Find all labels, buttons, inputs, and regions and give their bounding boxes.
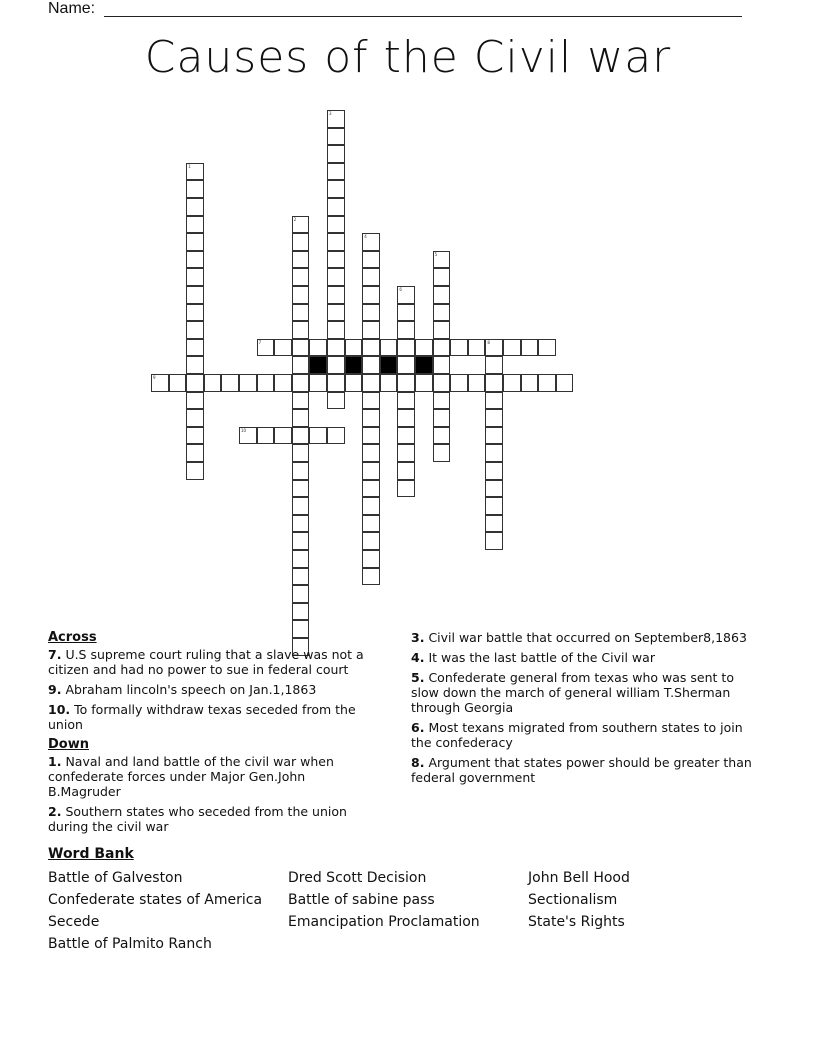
word-bank-item: John Bell Hood (528, 870, 630, 886)
crossword-block (309, 356, 327, 374)
crossword-cell[interactable] (362, 304, 380, 322)
crossword-cell[interactable] (292, 356, 310, 374)
crossword-cell[interactable] (169, 374, 187, 392)
crossword-cell[interactable] (186, 356, 204, 374)
crossword-cell[interactable] (327, 128, 345, 146)
crossword-cell[interactable] (485, 497, 503, 515)
clue-number: 8 (487, 339, 490, 345)
clue-down-2: 2. Southern states who seceded from the union during the civil war (48, 804, 347, 834)
crossword-cell[interactable] (397, 356, 415, 374)
clue-down-4: 4. It was the last battle of the Civil war (411, 650, 655, 665)
crossword-cell[interactable] (397, 409, 415, 427)
crossword-cell[interactable] (327, 286, 345, 304)
crossword-cell[interactable] (503, 374, 521, 392)
clue-down-8: 8. Argument that states power should be greater than federal government (411, 755, 752, 785)
crossword-cell[interactable] (309, 339, 327, 357)
crossword-cell[interactable] (327, 216, 345, 234)
crossword-cell[interactable] (292, 480, 310, 498)
clue-number: 5 (434, 251, 438, 257)
crossword-cell[interactable] (186, 321, 204, 339)
crossword-cell[interactable] (433, 251, 451, 269)
crossword-cell[interactable] (292, 427, 310, 445)
crossword-cell[interactable] (274, 339, 292, 357)
crossword-cell[interactable] (239, 374, 257, 392)
crossword-cell[interactable] (485, 515, 503, 533)
crossword-cell[interactable] (468, 374, 486, 392)
crossword-cell[interactable] (186, 374, 204, 392)
crossword-cell[interactable] (292, 233, 310, 251)
word-bank-item: Confederate states of America (48, 892, 263, 908)
crossword-cell[interactable] (257, 374, 275, 392)
crossword-cell[interactable] (433, 409, 451, 427)
crossword-cell[interactable] (345, 374, 363, 392)
crossword-cell[interactable] (186, 427, 204, 445)
name-label: Name: (48, 0, 96, 17)
crossword-cell[interactable] (186, 216, 204, 234)
crossword-cell[interactable] (292, 568, 310, 586)
crossword-cell[interactable] (239, 427, 257, 445)
crossword-cell[interactable] (327, 374, 345, 392)
crossword-cell[interactable] (292, 286, 310, 304)
crossword-cell[interactable] (397, 286, 415, 304)
clue-number: 2 (293, 216, 297, 222)
crossword-cell[interactable] (327, 304, 345, 322)
crossword-cell[interactable] (362, 480, 380, 498)
crossword-cell[interactable] (327, 145, 345, 163)
crossword-cell[interactable] (186, 339, 204, 357)
crossword-cell[interactable] (327, 251, 345, 269)
crossword-cell[interactable] (292, 497, 310, 515)
crossword-block (415, 356, 433, 374)
word-bank-item: Emancipation Proclamation (288, 914, 480, 930)
clue-down-5: 5. Confederate general from texas who was sent to slow down the march of general william T.Sherman through Georgia (411, 670, 734, 715)
crossword-cell[interactable] (485, 392, 503, 410)
crossword-cell[interactable] (292, 585, 310, 603)
crossword-cell[interactable] (362, 532, 380, 550)
clue-down-3: 3. Civil war battle that occurred on September8,1863 (411, 630, 747, 645)
clue-number: 9 (153, 375, 156, 380)
crossword-cell[interactable] (433, 444, 451, 462)
crossword-cell[interactable] (204, 374, 222, 392)
crossword-block (380, 356, 398, 374)
word-bank-item: Battle of Galveston (48, 870, 183, 886)
crossword-cell[interactable] (485, 339, 503, 357)
crossword-cell[interactable] (503, 339, 521, 357)
crossword-cell[interactable] (327, 110, 345, 128)
crossword-cell[interactable] (485, 532, 503, 550)
word-bank-item: Battle of sabine pass (288, 892, 435, 908)
crossword-cell[interactable] (485, 409, 503, 427)
crossword-cell[interactable] (362, 374, 380, 392)
crossword-cell[interactable] (292, 304, 310, 322)
name-input-line[interactable] (104, 16, 742, 17)
crossword-cell[interactable] (362, 321, 380, 339)
crossword-cell[interactable] (257, 427, 275, 445)
crossword-cell[interactable] (327, 198, 345, 216)
crossword-cell[interactable] (186, 180, 204, 198)
crossword-cell[interactable] (186, 444, 204, 462)
crossword-cell[interactable] (186, 286, 204, 304)
clue-number: 4 (364, 234, 367, 240)
crossword-cell[interactable] (292, 251, 310, 269)
crossword-cell[interactable] (433, 356, 451, 374)
crossword-cell[interactable] (415, 374, 433, 392)
crossword-cell[interactable] (485, 462, 503, 480)
crossword-cell[interactable] (292, 268, 310, 286)
crossword-cell[interactable] (186, 268, 204, 286)
crossword-cell[interactable] (362, 392, 380, 410)
crossword-cell[interactable] (292, 339, 310, 357)
crossword-cell[interactable] (538, 374, 556, 392)
crossword-cell[interactable] (327, 356, 345, 374)
clue-down-1: 1. Naval and land battle of the civil war when confederate forces under Major Gen.John B.Magruder (48, 754, 334, 799)
crossword-cell[interactable] (362, 427, 380, 445)
crossword-cell[interactable] (292, 603, 310, 621)
crossword-cell[interactable] (485, 427, 503, 445)
crossword-cell[interactable] (327, 180, 345, 198)
crossword-cell[interactable] (186, 163, 204, 181)
crossword-cell[interactable] (292, 216, 310, 234)
word-bank-item: Sectionalism (528, 892, 618, 908)
crossword-cell[interactable] (327, 427, 345, 445)
crossword-cell[interactable] (397, 321, 415, 339)
crossword-cell[interactable] (221, 374, 239, 392)
crossword-cell[interactable] (362, 409, 380, 427)
crossword-cell[interactable] (433, 304, 451, 322)
crossword-cell[interactable] (397, 374, 415, 392)
clue-number: 7 (258, 339, 262, 345)
crossword-cell[interactable] (151, 374, 169, 392)
crossword-cell[interactable] (327, 163, 345, 181)
clue-across-10: 10. To formally withdraw texas seceded from the union (48, 702, 356, 732)
crossword-cell[interactable] (292, 409, 310, 427)
crossword-cell[interactable] (292, 462, 310, 480)
crossword-cell[interactable] (327, 268, 345, 286)
clue-number: 1 (188, 163, 191, 169)
crossword-cell[interactable] (327, 233, 345, 251)
crossword-cell[interactable] (186, 462, 204, 480)
crossword-cell[interactable] (485, 444, 503, 462)
crossword-cell[interactable] (433, 427, 451, 445)
crossword-cell[interactable] (362, 268, 380, 286)
crossword-cell[interactable] (292, 321, 310, 339)
crossword-cell[interactable] (415, 339, 433, 357)
crossword-cell[interactable] (345, 339, 363, 357)
crossword-cell[interactable] (292, 515, 310, 533)
crossword-cell[interactable] (362, 251, 380, 269)
crossword-cell[interactable] (397, 339, 415, 357)
crossword-cell[interactable] (186, 392, 204, 410)
crossword-cell[interactable] (362, 462, 380, 480)
clue-across-7: 7. U.S supreme court ruling that a slave was not a citizen and had no power to sue in federal court (48, 647, 364, 677)
crossword-cell[interactable] (485, 374, 503, 392)
crossword-cell[interactable] (521, 374, 539, 392)
crossword-cell[interactable] (362, 286, 380, 304)
crossword-cell[interactable] (292, 392, 310, 410)
crossword-cell[interactable] (397, 480, 415, 498)
crossword-cell[interactable] (468, 339, 486, 357)
clue-number: 6 (399, 287, 402, 292)
crossword-cell[interactable] (274, 427, 292, 445)
word-bank-item: Dred Scott Decision (288, 870, 427, 886)
clue-number: 10 (241, 427, 247, 433)
crossword-cell[interactable] (556, 374, 574, 392)
crossword-cell[interactable] (186, 304, 204, 322)
crossword-cell[interactable] (433, 321, 451, 339)
clue-number: 3 (329, 111, 332, 116)
crossword-cell[interactable] (362, 339, 380, 357)
crossword-cell[interactable] (327, 392, 345, 410)
crossword-cell[interactable] (292, 532, 310, 550)
crossword-cell[interactable] (292, 550, 310, 568)
crossword-cell[interactable] (327, 339, 345, 357)
clue-down-6: 6. Most texans migrated from southern states to join the confederacy (411, 720, 743, 750)
crossword-cell[interactable] (521, 339, 539, 357)
clue-across-9: 9. Abraham lincoln's speech on Jan.1,1863 (48, 682, 317, 697)
crossword-cell[interactable] (274, 374, 292, 392)
crossword-cell[interactable] (450, 339, 468, 357)
crossword-cell[interactable] (362, 356, 380, 374)
crossword-cell[interactable] (397, 462, 415, 480)
crossword-cell[interactable] (397, 304, 415, 322)
crossword-cell[interactable] (362, 568, 380, 586)
crossword-cell[interactable] (380, 339, 398, 357)
crossword-cell[interactable] (257, 339, 275, 357)
down-header: Down (48, 737, 89, 752)
crossword-cell[interactable] (362, 550, 380, 568)
word-bank-item: State's Rights (528, 914, 625, 930)
across-header: Across (48, 630, 97, 645)
crossword-cell[interactable] (362, 497, 380, 515)
word-bank-title: Word Bank (48, 846, 134, 862)
crossword-cell[interactable] (433, 268, 451, 286)
crossword-cell[interactable] (292, 374, 310, 392)
crossword-block (345, 356, 363, 374)
crossword-cell[interactable] (485, 480, 503, 498)
crossword-cell[interactable] (292, 444, 310, 462)
crossword-cell[interactable] (433, 339, 451, 357)
crossword-cell[interactable] (380, 374, 398, 392)
clues-right (411, 630, 756, 790)
crossword-cell[interactable] (327, 321, 345, 339)
crossword-cell[interactable] (433, 286, 451, 304)
crossword-cell[interactable] (362, 233, 380, 251)
crossword-cell[interactable] (186, 251, 204, 269)
crossword-cell[interactable] (186, 409, 204, 427)
crossword-cell[interactable] (397, 392, 415, 410)
crossword-cell[interactable] (397, 444, 415, 462)
crossword-cell[interactable] (186, 198, 204, 216)
word-bank-item: Battle of Palmito Ranch (48, 936, 212, 952)
word-bank-item: Secede (48, 914, 100, 930)
crossword-cell[interactable] (433, 374, 451, 392)
crossword-cell[interactable] (433, 392, 451, 410)
crossword-cell[interactable] (186, 233, 204, 251)
crossword-cell[interactable] (362, 444, 380, 462)
page-title: Causes of the Civil war (144, 32, 672, 83)
crossword-cell[interactable] (309, 374, 327, 392)
crossword-cell[interactable] (309, 427, 327, 445)
crossword-cell[interactable] (450, 374, 468, 392)
clues-left (48, 630, 378, 839)
crossword-cell[interactable] (485, 356, 503, 374)
crossword-cell[interactable] (397, 427, 415, 445)
crossword-cell[interactable] (538, 339, 556, 357)
crossword-cell[interactable] (362, 515, 380, 533)
